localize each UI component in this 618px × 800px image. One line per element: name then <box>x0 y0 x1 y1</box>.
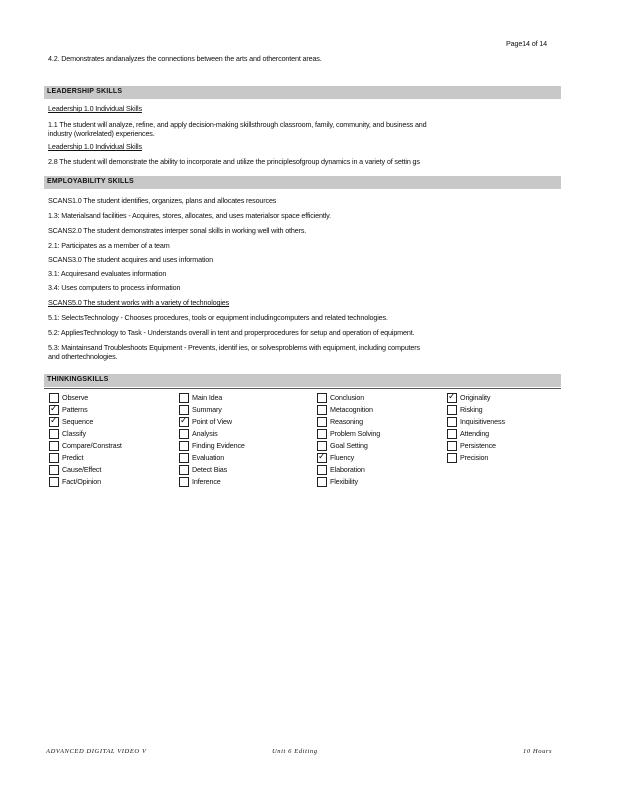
thinking-skill-label: Precision <box>460 453 489 462</box>
checkbox[interactable] <box>447 405 457 415</box>
thinking-skill-label: Metacognition <box>330 405 373 414</box>
thinking-header: THINKINGSKILLS <box>47 376 109 383</box>
employability-line: 5.3: Maintainsand Troubleshoots Equipment - Prevents, identif ies, or solvesproblems with equipment, including computers <box>48 343 420 352</box>
thinking-header-band <box>44 374 561 387</box>
checkbox[interactable] <box>447 429 457 439</box>
thinking-skill-label: Finding Evidence <box>192 441 245 450</box>
leadership-header-band <box>44 86 561 99</box>
footer-unit: Unit 6 Editing <box>272 748 318 755</box>
leadership-line: Leadership 1.0 Individual Skills <box>48 142 142 151</box>
employability-line: SCANS2.0 The student demonstrates interper sonal skills in working well with others. <box>48 226 307 235</box>
employability-line: and othertechnologies. <box>48 352 118 361</box>
employability-line: 5.2: AppliesTechnology to Task - Understands overall in tent and properprocedures for setup and operation of equipment. <box>48 328 415 337</box>
thinking-skill-label: Main Idea <box>192 393 223 402</box>
checkbox[interactable] <box>49 441 59 451</box>
employability-header-band <box>44 176 561 189</box>
thinking-skill-label: Compare/Constrast <box>62 441 122 450</box>
intro-standard: 4.2. Demonstrates andanalyzes the connections between the arts and othercontent areas. <box>48 54 322 63</box>
thinking-skill-label: Point of View <box>192 417 232 426</box>
checkbox[interactable] <box>49 453 59 463</box>
checkbox[interactable] <box>49 465 59 475</box>
employability-line: 3.4: Uses computers to process information <box>48 283 181 292</box>
checkbox[interactable] <box>447 453 457 463</box>
employability-line: 1.3: Materialsand facilities - Acquires, stores, allocates, and uses materialsor space efficiently. <box>48 211 331 220</box>
checkbox-checked[interactable] <box>49 417 59 427</box>
leadership-line: Leadership 1.0 Individual Skills <box>48 104 142 113</box>
checkbox[interactable] <box>317 465 327 475</box>
checkbox[interactable] <box>49 429 59 439</box>
leadership-header: LEADERSHIP SKILLS <box>47 88 123 95</box>
thinking-skill-label: Originality <box>460 393 491 402</box>
checkbox-checked[interactable] <box>179 417 189 427</box>
thinking-skill-label: Elaboration <box>330 465 365 474</box>
thinking-skill-label: Conclusion <box>330 393 365 402</box>
checkbox[interactable] <box>49 393 59 403</box>
checkbox[interactable] <box>317 441 327 451</box>
checkbox[interactable] <box>49 477 59 487</box>
footer-hours: 10 Hours <box>523 748 553 755</box>
thinking-skill-label: Cause/Effect <box>62 465 102 474</box>
checkbox[interactable] <box>317 393 327 403</box>
employability-line: 5.1: SelectsTechnology - Chooses procedures, tools or equipment includingcomputers and related technologies. <box>48 313 388 322</box>
checkbox[interactable] <box>179 405 189 415</box>
employability-header: EMPLOYABILITY SKILLS <box>47 178 134 185</box>
employability-line: 2.1: Participates as a member of a team <box>48 241 170 250</box>
thinking-skill-label: Inference <box>192 477 221 486</box>
thinking-skill-label: Evaluation <box>192 453 225 462</box>
thinking-skill-label: Flexibility <box>330 477 358 486</box>
thinking-skill-label: Observe <box>62 393 89 402</box>
thinking-skill-label: Fact/Opinion <box>62 477 101 486</box>
checkbox[interactable] <box>179 441 189 451</box>
thinking-skill-label: Fluency <box>330 453 355 462</box>
thinking-skill-label: Sequence <box>62 417 94 426</box>
checkbox[interactable] <box>317 429 327 439</box>
checkbox[interactable] <box>317 417 327 427</box>
employability-line: SCANS5.0 The student works with a variety of technologies <box>48 298 230 307</box>
thinking-skill-label: Risking <box>460 405 483 414</box>
thinking-skill-label: Goal Setting <box>330 441 368 450</box>
checkbox[interactable] <box>317 477 327 487</box>
checkbox-checked[interactable] <box>317 453 327 463</box>
checkbox[interactable] <box>179 477 189 487</box>
leadership-line: industry (workrelated) experiences. <box>48 129 155 138</box>
checkbox[interactable] <box>179 453 189 463</box>
thinking-skill-label: Attending <box>460 429 490 438</box>
thinking-skill-label: Problem Solving <box>330 429 381 438</box>
checkbox-checked[interactable] <box>447 393 457 403</box>
page-number: Page14 of 14 <box>506 39 547 48</box>
checkbox-checked[interactable] <box>49 405 59 415</box>
thinking-skill-label: Analysis <box>192 429 218 438</box>
employability-line: SCANS3.0 The student acquires and uses information <box>48 255 213 264</box>
thinking-skill-label: Patterns <box>62 405 88 414</box>
thinking-skill-label: Predict <box>62 453 84 462</box>
checkbox[interactable] <box>179 429 189 439</box>
employability-line: SCANS1.0 The student identifies, organizes, plans and allocates resources <box>48 196 277 205</box>
thinking-skill-label: Summary <box>192 405 222 414</box>
thinking-skill-label: Classify <box>62 429 86 438</box>
thinking-skill-label: Detect Bias <box>192 465 228 474</box>
checkbox[interactable] <box>317 405 327 415</box>
checkbox[interactable] <box>447 441 457 451</box>
leadership-line: 2.8 The student will demonstrate the ability to incorporate and utilize the principlesofgroup dynamics in a variety of settin gs <box>48 157 420 166</box>
checkbox[interactable] <box>447 417 457 427</box>
footer-course: ADVANCED DIGITAL VIDEO V <box>46 748 147 755</box>
thinking-skill-label: Inquisitiveness <box>460 417 505 426</box>
thinking-skill-label: Reasoning <box>330 417 364 426</box>
leadership-line: 1.1 The student will analyze, refine, and apply decision-making skillsthrough classroom, family, community, and business and <box>48 120 427 129</box>
checkbox[interactable] <box>179 465 189 475</box>
employability-line: 3.1: Acquiresand evaluates information <box>48 269 167 278</box>
thinking-skill-label: Persistence <box>460 441 496 450</box>
checkbox[interactable] <box>179 393 189 403</box>
thinking-divider <box>44 388 561 389</box>
